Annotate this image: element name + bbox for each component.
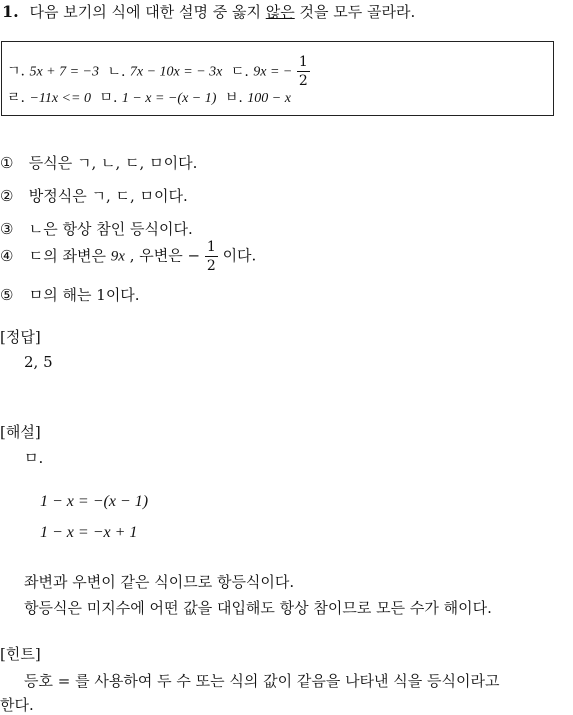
option-b-label: ㄴ. [107, 63, 126, 80]
explanation-line-2: 항등식은 미지수에 어떤 값을 대입해도 항상 참이므로 모든 수가 해이다. [24, 599, 492, 617]
hint-heading: [힌트] [0, 645, 41, 663]
choice-4-text-b: , 우변은 − [124, 246, 201, 265]
option-a-label: ㄱ. [7, 63, 25, 80]
hint-line-2: 한다. [0, 696, 34, 714]
choice-5-mark: ⑤ [0, 286, 14, 304]
choice-5 [0, 284, 140, 305]
explanation-eq-1: 1 − x = −(x − 1) [40, 493, 149, 510]
option-c-expr: 9x = − [253, 64, 293, 80]
choice-4-numerator: 1 [206, 239, 216, 255]
choice-1-mark: ① [0, 154, 14, 172]
question-text-underlined: 않은 [265, 3, 295, 21]
option-b-expr: 7x − 10x = − 3x [129, 64, 223, 80]
choice-4-mark: ④ [0, 246, 14, 265]
option-c-label: ㄷ. [230, 63, 249, 80]
choice-3-text: ㄴ은 항상 참인 등식이다. [28, 220, 193, 238]
choice-4-text-c: 이다. [222, 246, 257, 265]
choice-3-mark: ③ [0, 220, 14, 238]
choice-4-fraction [205, 240, 218, 273]
option-d-label: ㄹ. [7, 90, 25, 106]
answer-heading: [정답] [0, 328, 41, 346]
hint-line-1: 등호 = 를 사용하여 두 수 또는 식의 값이 같음을 나타낸 식을 등식이라고 [24, 672, 500, 690]
option-f-expr: 100 − x [247, 91, 291, 106]
choice-2-mark: ② [0, 187, 14, 205]
answer-value: 2, 5 [24, 353, 53, 371]
explanation-heading: [해설] [0, 423, 41, 441]
choice-2-text: 방정식은 ㄱ, ㄷ, ㅁ이다. [28, 187, 188, 205]
option-c-fraction [297, 55, 310, 88]
option-e-label: ㅁ. [99, 90, 118, 106]
choice-4-denominator: 2 [206, 258, 216, 274]
choice-2 [0, 185, 188, 206]
explanation-line-1: 좌변과 우변이 같은 식이므로 항등식이다. [24, 573, 295, 591]
option-a-expr: 5x + 7 = −3 [29, 64, 99, 80]
question [2, 1, 415, 22]
option-c-denominator: 2 [298, 73, 308, 89]
question-text-before: 다음 보기의 식에 대한 설명 중 옳지 [29, 3, 266, 21]
choice-5-text: ㅁ의 해는 1이다. [28, 286, 140, 304]
choice-1 [0, 152, 197, 173]
question-text-after: 것을 모두 골라라. [294, 3, 416, 21]
choice-1-text: 등식은 ㄱ, ㄴ, ㄷ, ㅁ이다. [28, 154, 198, 172]
box-row-1 [7, 55, 310, 88]
choice-4-text-a: ㄷ의 좌변은 [28, 246, 111, 265]
option-c-numerator: 1 [298, 54, 308, 70]
option-e-expr: 1 − x = −(x − 1) [121, 91, 217, 106]
box-row-2 [7, 87, 291, 107]
explanation-label: ㅁ. [24, 449, 44, 467]
choice-4-math: 9x [110, 248, 125, 265]
choice-3 [0, 218, 193, 239]
question-number: 1. [2, 2, 19, 21]
choice-4 [0, 240, 256, 273]
option-f-label: ㅂ. [224, 90, 243, 106]
option-d-expr: −11x <= 0 [29, 91, 91, 106]
explanation-eq-2: 1 − x = −x + 1 [40, 524, 138, 541]
